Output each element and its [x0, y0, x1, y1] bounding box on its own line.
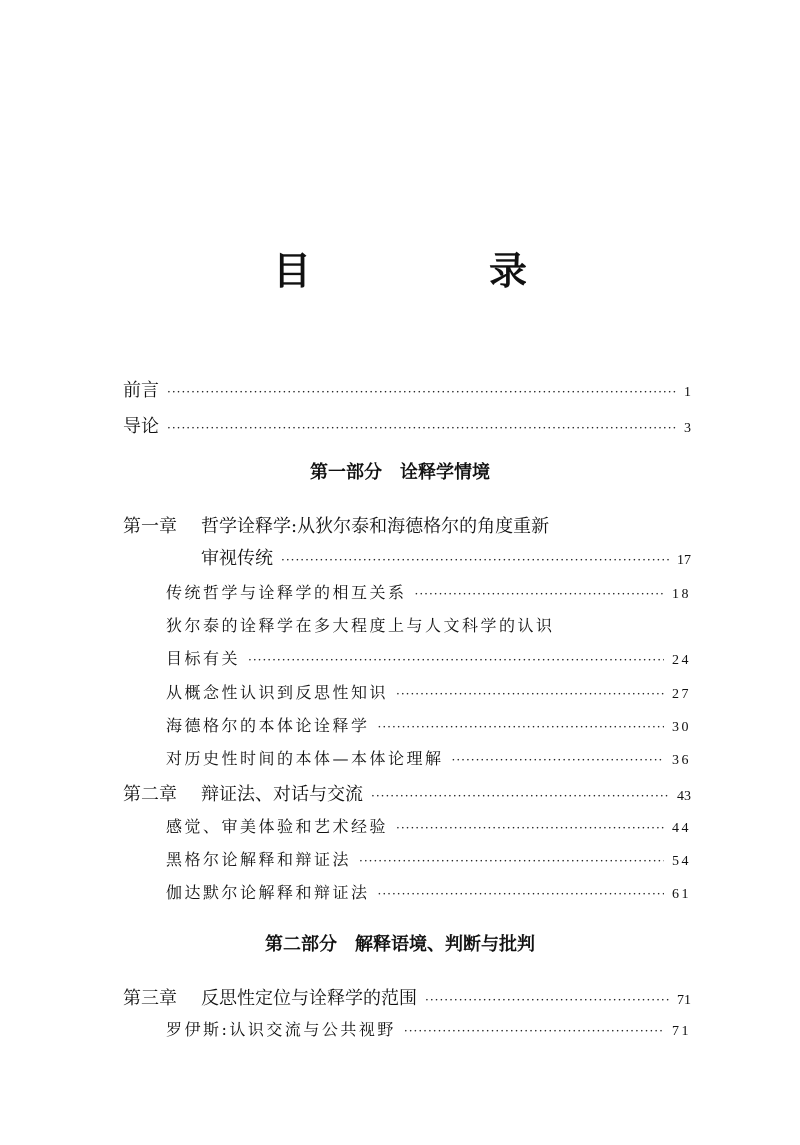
toc-page-number: 27 — [672, 687, 691, 702]
dot-leader — [396, 821, 664, 835]
section-title: 感觉、审美体验和艺术经验 — [166, 817, 389, 836]
dot-leader — [167, 385, 676, 399]
dot-leader — [425, 993, 669, 1007]
dot-leader — [378, 720, 664, 734]
toc-section-title-line[interactable] — [166, 613, 555, 636]
toc-page-number: 24 — [672, 653, 691, 668]
toc-chapter-title-line[interactable] — [123, 512, 549, 538]
section-title: 海德格尔的本体论诠释学 — [166, 716, 370, 735]
toc-page-number: 17 — [677, 553, 691, 568]
chapter-title: 辩证法、对话与交流 — [201, 784, 363, 805]
toc-section[interactable] — [166, 814, 691, 837]
dot-leader — [404, 1024, 664, 1038]
chapter-heading — [123, 780, 363, 806]
toc-page-number: 71 — [672, 1024, 691, 1039]
toc-page-number: 36 — [672, 753, 691, 768]
part-number: 第一部分 — [310, 462, 382, 483]
toc-page-number: 3 — [684, 421, 691, 436]
toc-entry-preface[interactable] — [123, 376, 691, 402]
toc-chapter-1[interactable] — [201, 544, 691, 570]
toc-section[interactable] — [166, 713, 691, 736]
part-title: 诠释学情境 — [400, 462, 490, 483]
toc-page-number: 61 — [672, 887, 691, 902]
part-heading — [0, 458, 800, 484]
section-title: 罗伊斯:认识交流与公共视野 — [166, 1020, 396, 1039]
toc-chapter-2[interactable] — [123, 780, 691, 806]
toc-entry-introduction[interactable] — [123, 412, 691, 438]
toc-entry-label: 前言 — [123, 380, 159, 401]
dot-leader — [415, 587, 664, 601]
chapter-title: 反思性定位与诠释学的范围 — [201, 988, 417, 1009]
section-title: 伽达默尔论解释和辩证法 — [166, 883, 370, 902]
part-heading — [0, 930, 800, 956]
toc-section[interactable] — [166, 1017, 691, 1040]
section-title: 狄尔泰的诠释学在多大程度上与人文科学的认识 — [166, 616, 555, 635]
chapter-number: 第二章 — [123, 784, 177, 805]
toc-section[interactable] — [166, 580, 691, 603]
toc-section[interactable] — [166, 880, 691, 903]
section-title: 黑格尔论解释和辩证法 — [166, 850, 352, 869]
toc-page-number: 44 — [672, 821, 691, 836]
toc-page-number: 54 — [672, 854, 691, 869]
chapter-title: 哲学诠释学:从狄尔泰和海德格尔的角度重新 — [201, 516, 550, 537]
dot-leader — [452, 753, 664, 767]
toc-section[interactable] — [166, 646, 691, 669]
chapter-number: 第一章 — [123, 516, 177, 537]
page-title: 目 录 — [272, 249, 597, 293]
part-title: 解释语境、判断与批判 — [355, 934, 535, 955]
dot-leader — [371, 789, 669, 803]
toc-page-number: 30 — [672, 720, 691, 735]
toc-page-number: 1 — [684, 385, 691, 400]
toc-section[interactable] — [166, 746, 691, 769]
section-title: 传统哲学与诠释学的相互关系 — [166, 583, 407, 602]
dot-leader — [167, 421, 676, 435]
toc-section[interactable] — [166, 680, 691, 703]
dot-leader — [248, 653, 664, 667]
section-title-continued: 目标有关 — [166, 649, 241, 668]
dot-leader — [359, 854, 664, 868]
toc-chapter-3[interactable] — [123, 984, 691, 1010]
chapter-number: 第三章 — [123, 988, 177, 1009]
toc-page-number: 71 — [677, 993, 691, 1008]
dot-leader — [396, 687, 664, 701]
chapter-title-continued: 审视传统 — [201, 548, 273, 569]
toc-section[interactable] — [166, 847, 691, 870]
section-title: 对历史性时间的本体—本体论理解 — [166, 749, 444, 768]
dot-leader — [378, 887, 664, 901]
section-title: 从概念性认识到反思性知识 — [166, 683, 389, 702]
toc-entry-label: 导论 — [123, 416, 159, 437]
toc-page-number: 18 — [672, 587, 691, 602]
chapter-heading — [123, 984, 417, 1010]
dot-leader — [281, 553, 669, 567]
toc-page-number: 43 — [677, 789, 691, 804]
part-number: 第二部分 — [265, 934, 337, 955]
